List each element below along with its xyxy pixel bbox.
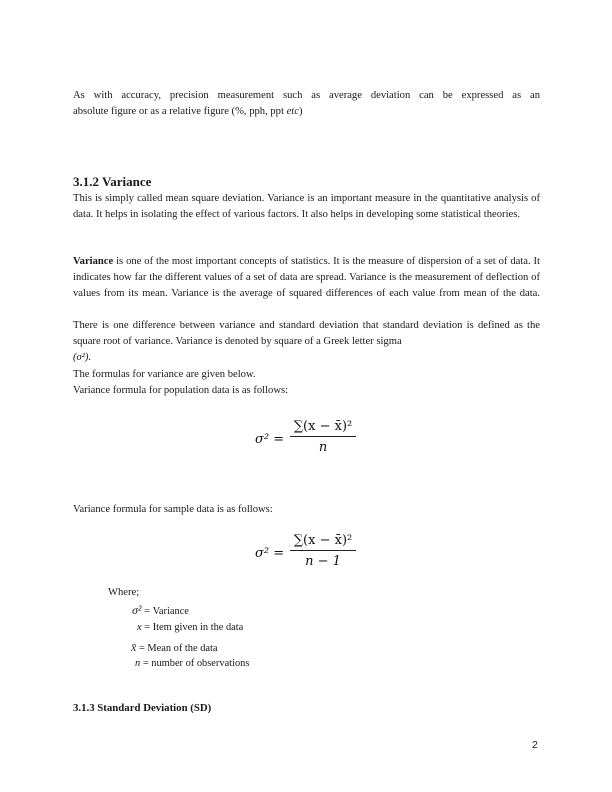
sample-variance-formula (255, 533, 365, 578)
section-heading-variance: 3.1.2 Variance (73, 174, 152, 189)
definition-symbol: σ² (132, 603, 142, 617)
definition-meaning: = Variance (144, 606, 189, 617)
where-label: Where; (108, 587, 140, 598)
population-formula-intro: Variance formula for population data is as follows: (73, 385, 289, 397)
definition-meaning: = Item given in the data (144, 622, 244, 633)
definition-symbol: n (135, 658, 141, 669)
definition-symbol: x (137, 622, 142, 633)
fraction-bar (290, 436, 356, 437)
definition-item (132, 603, 189, 618)
sigma-squared-symbol: (σ²). (73, 352, 92, 364)
sample-formula-intro (73, 502, 540, 518)
intro-line-2 (73, 104, 540, 120)
formula-numerator: ∑(x − x̄)² (293, 419, 353, 434)
formula-denominator: n − 1 (305, 554, 341, 569)
fraction-bar (290, 550, 356, 551)
formula-lhs: σ² = (255, 546, 285, 561)
page-number: 2 (532, 739, 538, 751)
variance-bold-term: Variance (73, 256, 114, 267)
definition-symbol: x̄ (131, 640, 137, 654)
formula-numerator: ∑(x − x̄)² (293, 533, 353, 548)
variance-sd-difference-paragraph (73, 318, 540, 367)
variance-sd-difference-text: There is one difference between variance and standard deviation that standard deviation is defined as the square root of variance. Variance is denoted by square of a Greek letter sigma (73, 320, 540, 348)
variance-intro-paragraph: This is simply called mean square deviation. Variance is an important measure in the quantitative analysis of data. It helps in isolating the effect of various factors. It also helps in developing some statistical theories. (73, 193, 540, 221)
intro-line-1: As with accuracy, precision measurement such as average deviation can be expressed as an (73, 90, 540, 101)
formula-fraction (290, 533, 356, 569)
population-variance-formula (255, 419, 365, 464)
sample-formula-intro-text: Variance formula for sample data is as follows: (73, 504, 273, 515)
intro-paragraph (73, 88, 540, 120)
formulas-intro-text: The formulas for variance are given below. (73, 369, 256, 380)
definition-meaning: = Mean of the data (138, 643, 218, 654)
definition-meaning: = number of observations (142, 658, 250, 669)
variance-definition-text: is one of the most important concepts of statistics. It is the measure of dispersion of a set of data. It indicates how far the different values of a set of data are spread. Variance is the measurement of deflection of values from its mean. Variance is the average of squared differences of each value from mean of the data. (73, 256, 540, 300)
definition-item (137, 622, 243, 633)
formula-denominator: n (318, 440, 328, 455)
intro-close-paren: ) (298, 106, 303, 118)
variance-definition-paragraph (73, 254, 540, 303)
definition-item (131, 640, 218, 655)
formula-fraction (290, 419, 356, 455)
intro-line-2-text: absolute figure or as a relative figure (%, pph, ppt (73, 106, 287, 118)
definition-item (135, 658, 249, 669)
formula-lhs: σ² = (255, 432, 285, 447)
formulas-intro (73, 367, 540, 399)
section-heading-standard-deviation: 3.1.3 Standard Deviation (SD) (73, 702, 212, 714)
intro-etc-italic: etc (286, 106, 299, 118)
